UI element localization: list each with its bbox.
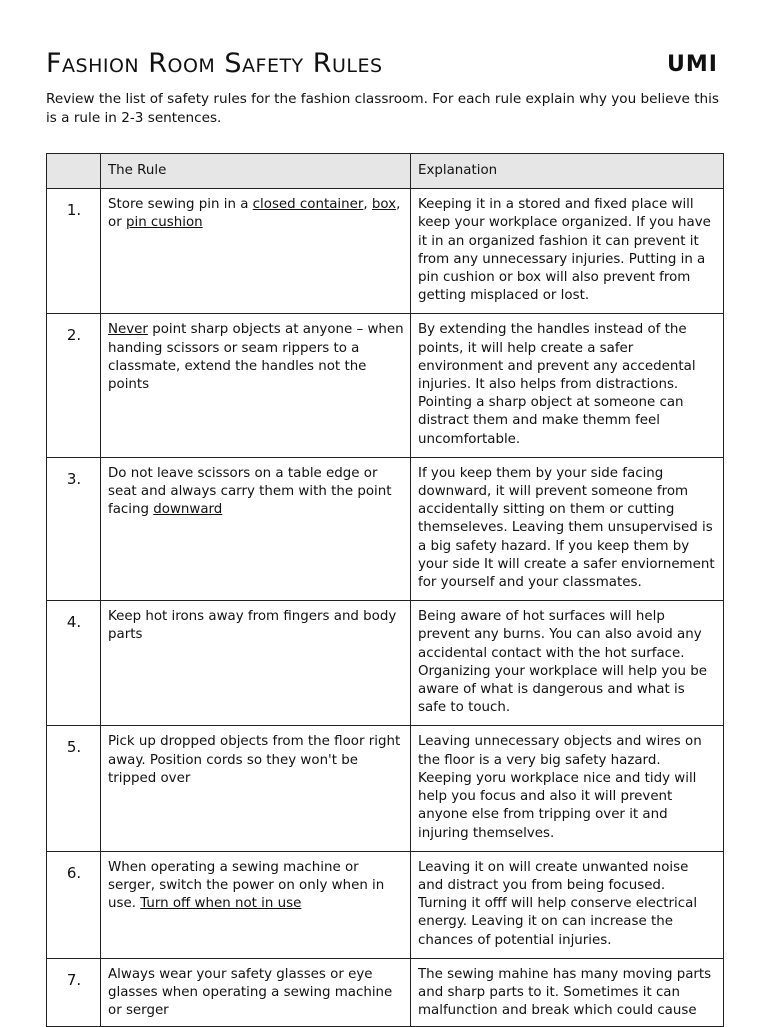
row-number: 3. xyxy=(47,457,101,600)
rule-text: , xyxy=(363,197,372,213)
rule-text: Do not leave scissors on a table edge or seat and always carry them with the point facing xyxy=(108,465,392,518)
rule-text: Pick up dropped objects from the floor right away. Position cords so they won't be tripped over xyxy=(108,734,401,786)
explanation-cell: By extending the handles instead of the points, it will help create a safer environment and prevent any accedental injuries. It also helps from distractions. Pointing a sharp object at someone can distract them and make themm feel uncomfortable. xyxy=(411,314,724,457)
rule-cell xyxy=(101,726,411,851)
row-number: 6. xyxy=(47,851,101,958)
rule-cell xyxy=(101,851,411,958)
rule-emphasis: Never xyxy=(108,322,148,338)
rule-cell xyxy=(101,601,411,726)
page-title: Fashion Room Safety Rules xyxy=(46,48,383,79)
explanation-cell: Leaving it on will create unwanted noise and distract you from being focused. Turning it offf will help conserve electrical energy. Leaving it on can increase the chances of potential injuries. xyxy=(411,851,724,958)
rule-text: , or xyxy=(108,197,401,231)
rule-text: When operating a sewing machine or serger, switch the power on only when in use. xyxy=(108,859,385,912)
rule-emphasis: downward xyxy=(153,502,223,518)
column-header-explanation: Explanation xyxy=(411,154,724,189)
explanation-cell: The sewing mahine has many moving parts and sharp parts to it. Sometimes it can malfunction and break which could cause xyxy=(411,958,724,1027)
table-row xyxy=(47,601,724,726)
column-header-number xyxy=(47,154,101,189)
rule-cell xyxy=(101,958,411,1027)
explanation-cell: If you keep them by your side facing downward, it will prevent someone from accidentally sitting on them or cutting themseleves. Leaving them unsupervised is a big safety hazard. If you keep them by your side It will create a safer enviornement for yourself and your classmates. xyxy=(411,457,724,600)
table-row xyxy=(47,726,724,851)
rule-text: point sharp objects at anyone – when handing scissors or seam rippers to a classmate, extend the handles not the points xyxy=(108,322,404,393)
rule-cell xyxy=(101,457,411,600)
row-number: 2. xyxy=(47,314,101,457)
rule-cell xyxy=(101,314,411,457)
brand-badge: UMI xyxy=(667,52,718,77)
row-number: 5. xyxy=(47,726,101,851)
rule-text: Keep hot irons away from fingers and body parts xyxy=(108,609,397,643)
row-number: 7. xyxy=(47,958,101,1027)
explanation-cell: Leaving unnecessary objects and wires on the floor is a very big safety hazard. Keeping yoru workplace nice and tidy will help you focus and also it will prevent anyone else from tripping over it and injuring themselves. xyxy=(411,726,724,851)
safety-rules-table xyxy=(46,153,724,1027)
rule-text: Store sewing pin in a xyxy=(108,197,253,213)
explanation-cell: Being aware of hot surfaces will help prevent any burns. You can also avoid any accidental contact with the hot surface. Organizing your workplace will help you be aware of what is dangerous and what is safe to touch. xyxy=(411,601,724,726)
rule-cell xyxy=(101,189,411,314)
table-row xyxy=(47,314,724,457)
rule-emphasis: Turn off when not in use xyxy=(140,896,302,912)
instructions-text: Review the list of safety rules for the fashion classroom. For each rule explain why you believe this is a rule in 2-3 sentences. xyxy=(46,91,719,126)
table-row xyxy=(47,851,724,958)
page-header xyxy=(46,46,722,86)
column-header-rule: The Rule xyxy=(101,154,411,189)
rule-emphasis: box xyxy=(371,197,397,213)
table-row xyxy=(47,189,724,314)
table-row xyxy=(47,457,724,600)
rule-emphasis: closed container xyxy=(252,197,364,213)
rule-text: Always wear your safety glasses or eye glasses when operating a sewing machine or serger xyxy=(108,966,393,1019)
row-number: 4. xyxy=(47,601,101,726)
row-number: 1. xyxy=(47,189,101,314)
rule-emphasis: pin cushion xyxy=(125,215,203,231)
explanation-cell: Keeping it in a stored and fixed place will keep your workplace organized. If you have it in an organized fashion it can prevent it from any unnecessary injuries. Putting in a pin cushion or box will also prevent from getting misplaced or lost. xyxy=(411,189,724,314)
table-row xyxy=(47,958,724,1027)
table-header-row xyxy=(47,154,724,189)
